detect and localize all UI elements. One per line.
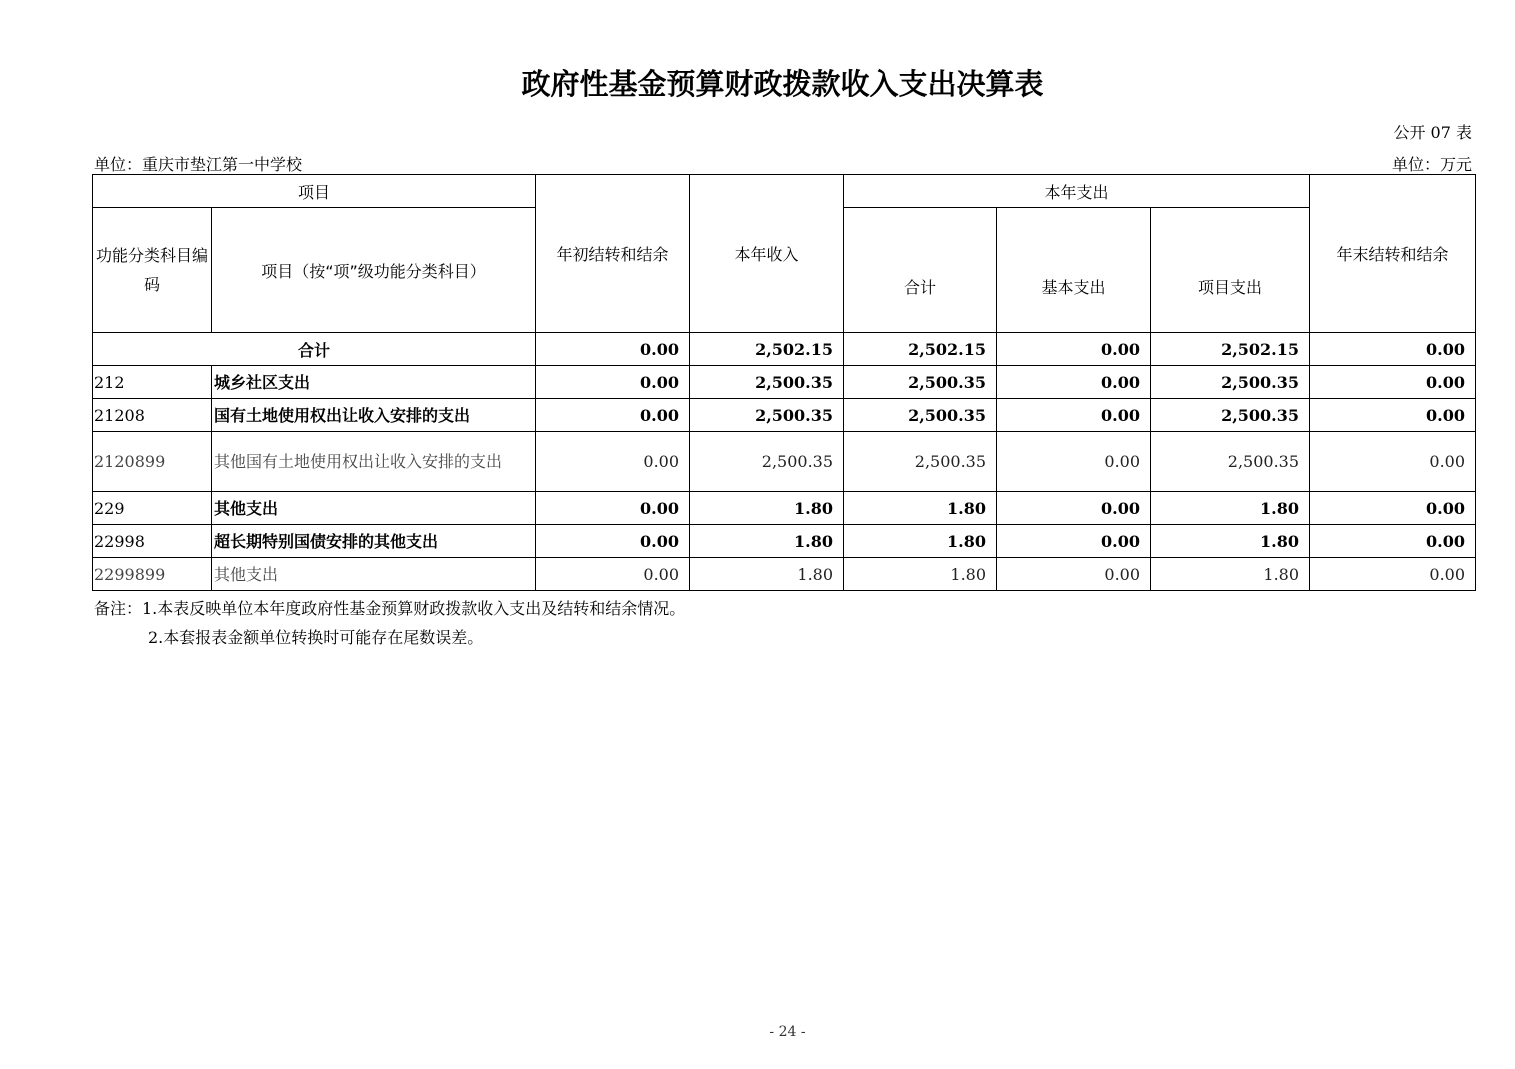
row-exp-project: 1.80 [1151,492,1310,525]
header-expense-group: 本年支出 [844,175,1310,208]
header-expense-total: 合计 [844,208,997,333]
row-code: 229 [93,492,212,525]
organization-unit: 单位：重庆市垫江第一中学校 [94,155,303,174]
table-row [93,492,1476,525]
row-name: 超长期特别国债安排的其他支出 [212,525,536,558]
total-end: 0.00 [1310,333,1476,366]
row-income: 2,500.35 [690,399,844,432]
row-begin: 0.00 [536,558,690,591]
row-code: 2120899 [93,432,212,492]
header-expense-basic: 基本支出 [997,208,1151,333]
table-row [93,558,1476,591]
header-item-group: 项目 [93,175,536,208]
form-number: 公开 07 表 [1393,123,1472,142]
header-expense-project: 项目支出 [1151,208,1310,333]
total-exp-total: 2,502.15 [844,333,997,366]
row-code: 2299899 [93,558,212,591]
row-name: 其他支出 [212,558,536,591]
row-income: 1.80 [690,492,844,525]
page-number: - 24 - [769,1024,806,1040]
row-income: 1.80 [690,558,844,591]
row-exp-project: 2,500.35 [1151,366,1310,399]
total-exp-basic: 0.00 [997,333,1151,366]
row-exp-total: 2,500.35 [844,432,997,492]
row-exp-basic: 0.00 [997,432,1151,492]
row-exp-project: 2,500.35 [1151,432,1310,492]
note-1: 备注：1.本表反映单位本年度政府性基金预算财政拨款收入支出及结转和结余情况。 [94,599,686,618]
row-begin: 0.00 [536,399,690,432]
row-name: 国有土地使用权出让收入安排的支出 [212,399,536,432]
row-exp-basic: 0.00 [997,399,1151,432]
row-exp-total: 1.80 [844,492,997,525]
row-code: 212 [93,366,212,399]
row-exp-basic: 0.00 [997,525,1151,558]
money-unit: 单位：万元 [1391,155,1472,174]
header-item-name: 项目（按“项”级功能分类科目） [212,208,536,333]
row-name: 其他国有土地使用权出让收入安排的支出 [212,432,536,492]
table-row [93,432,1476,492]
row-income: 1.80 [690,525,844,558]
row-exp-total: 1.80 [844,525,997,558]
row-end: 0.00 [1310,399,1476,432]
row-income: 2,500.35 [690,432,844,492]
total-label: 合计 [93,333,536,366]
table-row [93,525,1476,558]
row-exp-total: 1.80 [844,558,997,591]
row-exp-basic: 0.00 [997,492,1151,525]
header-income: 本年收入 [690,175,844,333]
row-begin: 0.00 [536,492,690,525]
table-row [93,399,1476,432]
row-end: 0.00 [1310,432,1476,492]
header-begin-balance: 年初结转和结余 [536,175,690,333]
note-2: 2.本套报表金额单位转换时可能存在尾数误差。 [148,628,484,647]
row-exp-project: 1.80 [1151,558,1310,591]
total-exp-project: 2,502.15 [1151,333,1310,366]
row-end: 0.00 [1310,558,1476,591]
row-exp-project: 2,500.35 [1151,399,1310,432]
row-exp-total: 2,500.35 [844,399,997,432]
row-end: 0.00 [1310,525,1476,558]
table-row [93,366,1476,399]
row-exp-total: 2,500.35 [844,366,997,399]
row-exp-basic: 0.00 [997,558,1151,591]
header-code: 功能分类科目编码 [93,208,212,333]
row-end: 0.00 [1310,492,1476,525]
total-income: 2,502.15 [690,333,844,366]
page-title: 政府性基金预算财政拨款收入支出决算表 [521,67,1044,101]
total-row [93,333,1476,366]
row-begin: 0.00 [536,366,690,399]
row-name: 其他支出 [212,492,536,525]
row-begin: 0.00 [536,525,690,558]
budget-table [92,174,1476,591]
row-begin: 0.00 [536,432,690,492]
row-exp-basic: 0.00 [997,366,1151,399]
header-end-balance: 年末结转和结余 [1310,175,1476,333]
row-code: 22998 [93,525,212,558]
row-end: 0.00 [1310,366,1476,399]
row-exp-project: 1.80 [1151,525,1310,558]
notes [94,594,685,652]
row-income: 2,500.35 [690,366,844,399]
total-begin: 0.00 [536,333,690,366]
row-name: 城乡社区支出 [212,366,536,399]
row-code: 21208 [93,399,212,432]
